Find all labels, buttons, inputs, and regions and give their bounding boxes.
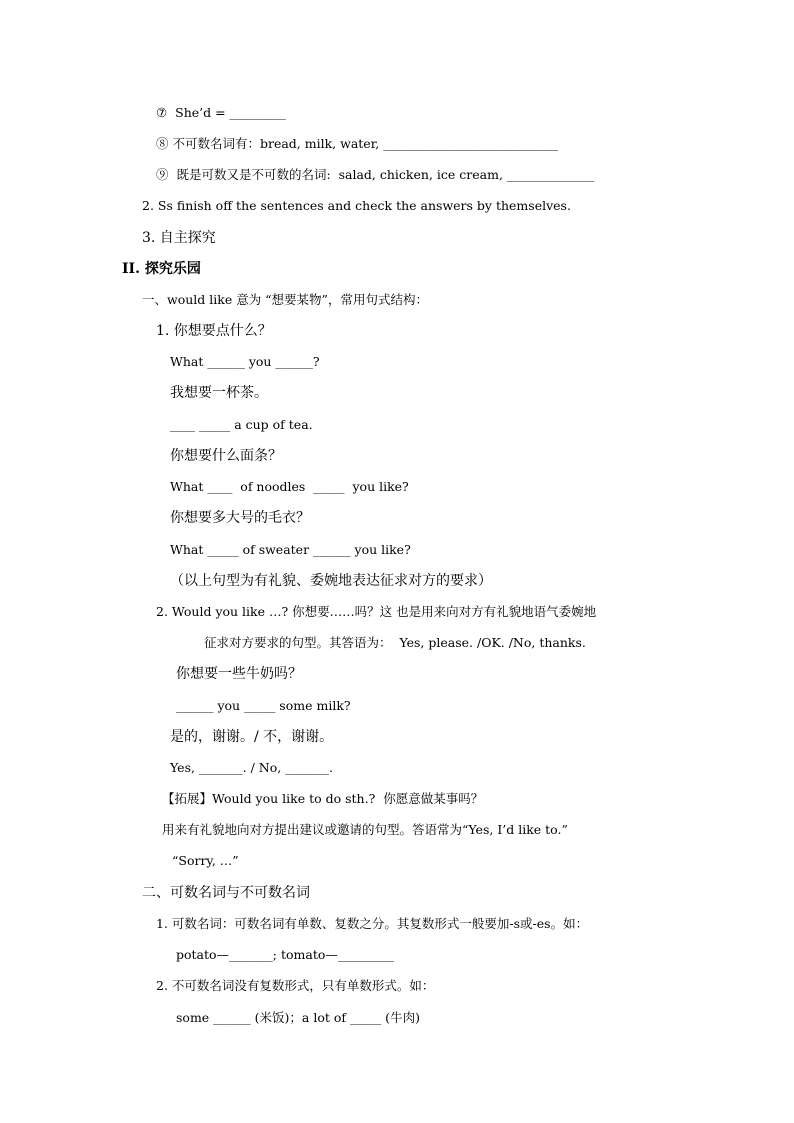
- step-2-finish: 2. Ss finish off the sentences and check the answers by themselves.: [142, 198, 571, 213]
- step-3-explore: 3. 自主探究: [142, 230, 216, 246]
- section-ii-heading: II. 探究乐园: [122, 261, 201, 277]
- item-8-uncountable: ⑧ 不可数名词有：bread, milk, water, ____________________________: [156, 136, 559, 151]
- noodles-blank: What ____ of noodles _____ you like?: [170, 479, 409, 494]
- q2-answer: 征求对方要求的句型。其答语为： Yes, please. /OK. /No, thanks.: [204, 635, 586, 650]
- uncountable-rule: 2. 不可数名词没有复数形式，只有单数形式。如：: [156, 978, 435, 993]
- part-1-would-like: 一、would like 意为 “想要某物”，常用句式结构：: [142, 292, 428, 307]
- item-9-both: ⑨ 既是可数又是不可数的名词: salad, chicken, ice cream, ______________: [156, 167, 595, 182]
- yes-no-prompt: 是的，谢谢。/ 不，谢谢。: [170, 729, 334, 745]
- extension-sorry: “Sorry, …”: [172, 853, 239, 868]
- extension-line: 【拓展】Would you like to do sth.? 你愿意做某事吗？: [162, 791, 484, 806]
- tea-prompt: 我想要一杯茶。: [170, 385, 268, 401]
- extension-explain: 用来有礼貌地向对方提出建议或邀请的句型。答语常为“Yes, I’d like to.”: [162, 822, 568, 837]
- yes-no-blank: Yes, _______. / No, _______.: [170, 760, 333, 775]
- noodles-prompt: 你想要什么面条？: [170, 448, 282, 464]
- uncountable-example: some ______ (米饭)；a lot of _____ (牛肉): [176, 1010, 420, 1025]
- countable-rule: 1. 可数名词：可数名词有单数、复数之分。其复数形式一般要加-s或-es。如：: [156, 916, 589, 931]
- countable-example: potato—_______; tomato—_________: [176, 947, 395, 962]
- milk-blank: ______ you _____ some milk?: [176, 698, 351, 713]
- part-2-nouns: 二、可数名词与不可数名词: [142, 885, 310, 901]
- sweater-prompt: 你想要多大号的毛衣？: [170, 510, 310, 526]
- milk-prompt: 你想要一些牛奶吗？: [176, 666, 302, 682]
- q2-would-you-like: 2. Would you like …? 你想要……吗？这 也是用来向对方有礼貌地语气委婉地: [156, 604, 597, 619]
- q1-prompt: 1. 你想要点什么？: [156, 323, 272, 339]
- sweater-blank: What _____ of sweater ______ you like?: [170, 542, 411, 557]
- item-7-shed: ⑦ She’d = _________: [156, 105, 286, 120]
- q1-blank: What ______ you ______?: [170, 354, 320, 369]
- polite-note: （以上句型为有礼貌、委婉地表达征求对方的要求）: [170, 573, 492, 589]
- tea-blank: ____ _____ a cup of tea.: [170, 417, 313, 432]
